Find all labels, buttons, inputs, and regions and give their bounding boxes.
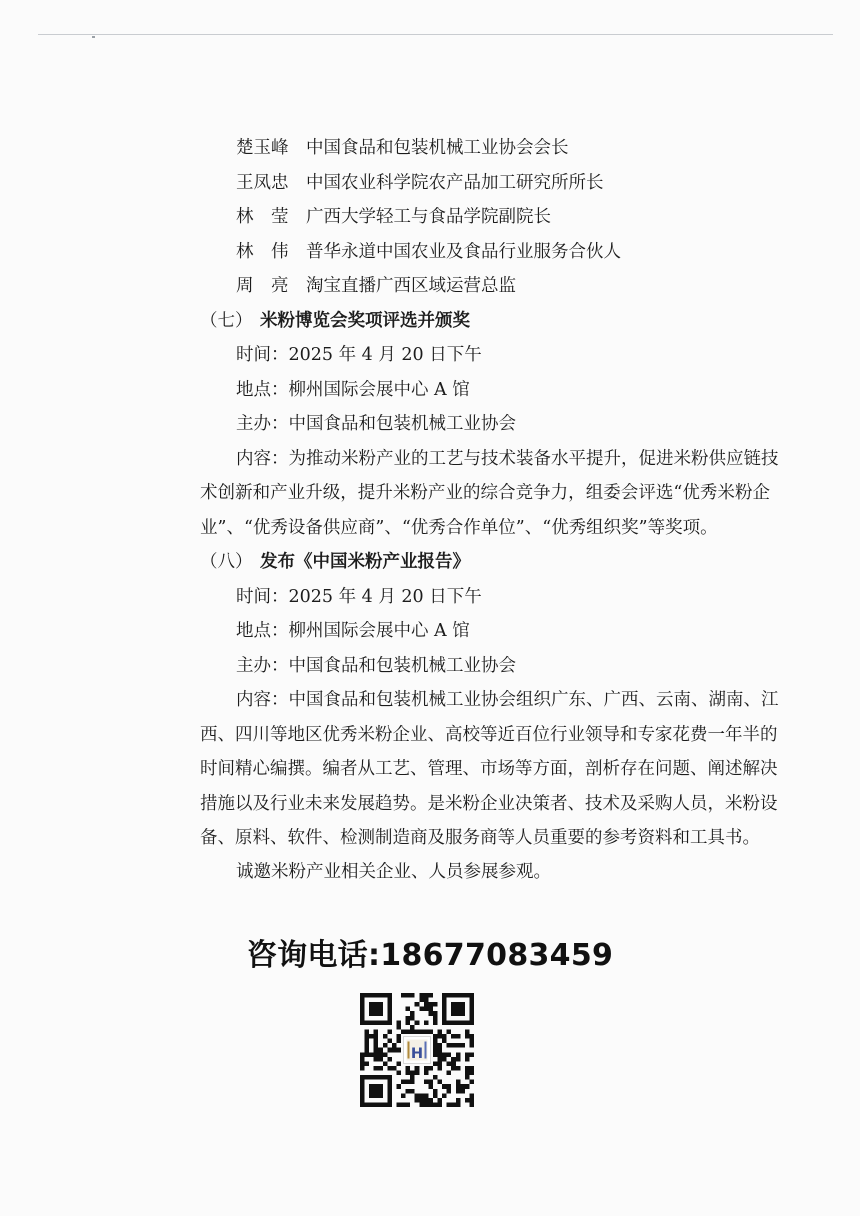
qr-module bbox=[401, 993, 406, 998]
section7-place: 地点：柳州国际会展中心 A 馆 bbox=[236, 380, 470, 400]
qr-module bbox=[433, 1048, 438, 1053]
qr-module bbox=[392, 1048, 397, 1053]
qr-module bbox=[406, 1080, 411, 1085]
section8-time: 时间：2025 年 4 月 20 日下午 bbox=[236, 587, 482, 607]
qr-module bbox=[383, 1061, 388, 1066]
qr-module bbox=[424, 1102, 429, 1107]
qr-module bbox=[419, 1102, 424, 1107]
qr-module bbox=[428, 1084, 433, 1089]
qr-module bbox=[433, 1043, 438, 1048]
contact-phone-line bbox=[0, 930, 860, 974]
qr-module bbox=[419, 1093, 424, 1098]
section7-time: 时间：2025 年 4 月 20 日下午 bbox=[236, 345, 482, 365]
qr-module bbox=[428, 1011, 433, 1016]
qr-module bbox=[406, 1102, 411, 1107]
qr-module bbox=[433, 1020, 438, 1025]
section8-content-line: 备、原料、软件、检测制造商及服务商等人员重要的参考资料和工具书。 bbox=[200, 828, 760, 848]
qr-module bbox=[451, 1066, 456, 1071]
qr-module bbox=[419, 1007, 424, 1012]
qr-module bbox=[456, 1102, 461, 1107]
qr-module bbox=[378, 1057, 383, 1062]
qr-module bbox=[383, 1034, 388, 1039]
person-row bbox=[236, 206, 551, 228]
qr-module bbox=[365, 1034, 370, 1039]
qr-logo-letter: H bbox=[410, 1044, 424, 1062]
qr-module bbox=[396, 1084, 401, 1089]
qr-module bbox=[469, 1066, 474, 1071]
qr-module bbox=[378, 1052, 383, 1057]
qr-module bbox=[406, 1016, 411, 1021]
qr-module bbox=[465, 1066, 470, 1071]
qr-module bbox=[401, 1029, 406, 1034]
qr-module bbox=[456, 1098, 461, 1103]
person-row bbox=[236, 241, 621, 263]
qr-module bbox=[387, 1039, 392, 1044]
qr-module bbox=[442, 1057, 447, 1062]
qr-module bbox=[433, 1039, 438, 1044]
qr-module bbox=[396, 1020, 401, 1025]
qr-module bbox=[465, 1075, 470, 1080]
qr-module bbox=[374, 1043, 379, 1048]
qr-module bbox=[406, 1089, 411, 1094]
qr-module bbox=[387, 1048, 392, 1053]
qr-module bbox=[424, 1071, 429, 1076]
qr-module bbox=[447, 1089, 452, 1094]
qr-module bbox=[428, 993, 433, 998]
person-row bbox=[236, 137, 569, 159]
qr-module bbox=[433, 1061, 438, 1066]
qr-logo-icon bbox=[403, 1036, 430, 1063]
qr-module bbox=[456, 1084, 461, 1089]
person-title: 普华永道中国农业及食品行业服务合伙人 bbox=[306, 242, 621, 262]
qr-module bbox=[433, 1034, 438, 1039]
contact-label: 咨询电话: bbox=[246, 938, 381, 973]
section-heading-8 bbox=[200, 551, 470, 573]
section-title: 发布《中国米粉产业报告》 bbox=[260, 552, 470, 572]
qr-module bbox=[438, 1052, 443, 1057]
qr-module bbox=[438, 1057, 443, 1062]
qr-module bbox=[428, 1102, 433, 1107]
qr-module bbox=[410, 1075, 415, 1080]
person-row bbox=[236, 172, 604, 194]
qr-module bbox=[369, 1052, 374, 1057]
qr-module bbox=[424, 1029, 429, 1034]
qr-module bbox=[410, 1080, 415, 1085]
qr-module bbox=[360, 1066, 365, 1071]
qr-module bbox=[424, 998, 429, 1003]
qr-module bbox=[438, 1048, 443, 1053]
qr-module bbox=[433, 1052, 438, 1057]
section-number: （八） bbox=[200, 552, 253, 572]
qr-module bbox=[374, 1048, 379, 1053]
contact-phone: 18677083459 bbox=[380, 938, 614, 973]
qr-module bbox=[415, 1002, 420, 1007]
qr-module bbox=[401, 1102, 406, 1107]
qr-module bbox=[428, 1080, 433, 1085]
qr-module bbox=[460, 1043, 465, 1048]
qr-module bbox=[424, 1080, 429, 1085]
qr-module bbox=[424, 1007, 429, 1012]
section-number: （七） bbox=[200, 311, 253, 331]
qr-module bbox=[424, 1098, 429, 1103]
qr-module bbox=[469, 1034, 474, 1039]
qr-module bbox=[365, 1048, 370, 1053]
invitation-text: 诚邀米粉产业相关企业、人员参展参观。 bbox=[236, 862, 551, 882]
qr-module bbox=[460, 1089, 465, 1094]
qr-module bbox=[406, 1071, 411, 1076]
qr-module bbox=[465, 1057, 470, 1062]
qr-module bbox=[365, 1039, 370, 1044]
qr-module bbox=[433, 1075, 438, 1080]
section8-content-line: 内容：中国食品和包装机械工业协会组织广东、广西、云南、湖南、江 bbox=[236, 690, 779, 710]
qr-module bbox=[456, 1043, 461, 1048]
qr-module bbox=[374, 1066, 379, 1071]
qr-module bbox=[410, 1071, 415, 1076]
qr-module bbox=[424, 1002, 429, 1007]
qr-module bbox=[442, 1039, 447, 1044]
qr-module bbox=[365, 1052, 370, 1057]
qr-module bbox=[378, 1066, 383, 1071]
qr-module bbox=[378, 1048, 383, 1053]
qr-module bbox=[465, 1098, 470, 1103]
qr-module bbox=[438, 1080, 443, 1085]
qr-module bbox=[396, 1102, 401, 1107]
qr-module bbox=[387, 1057, 392, 1062]
qr-module bbox=[438, 1029, 443, 1034]
qr-module bbox=[415, 1098, 420, 1103]
qr-module bbox=[424, 1066, 429, 1071]
qr-module bbox=[374, 1039, 379, 1044]
qr-module bbox=[451, 1034, 456, 1039]
qr-module bbox=[396, 1025, 401, 1030]
qr-module bbox=[469, 1039, 474, 1044]
section7-content-line: 业”、“优秀设备供应商”、“优秀合作单位”、“优秀组织奖”等奖项。 bbox=[200, 518, 718, 538]
qr-module bbox=[442, 1052, 447, 1057]
person-name: 楚玉峰 bbox=[236, 138, 289, 158]
qr-module bbox=[433, 1002, 438, 1007]
qr-module bbox=[447, 1052, 452, 1057]
section8-host: 主办：中国食品和包装机械工业协会 bbox=[236, 656, 516, 676]
qr-module bbox=[396, 1034, 401, 1039]
qr-module bbox=[415, 1066, 420, 1071]
qr-module bbox=[465, 1071, 470, 1076]
qr-module bbox=[456, 1052, 461, 1057]
qr-module bbox=[451, 1061, 456, 1066]
qr-module bbox=[406, 1029, 411, 1034]
section7-content-line: 术创新和产业升级，提升米粉产业的综合竞争力，组委会评选“优秀米粉企 bbox=[200, 483, 770, 503]
qr-module bbox=[456, 1066, 461, 1071]
qr-module bbox=[374, 1029, 379, 1034]
section8-content-line: 措施以及行业未来发展趋势。是米粉企业决策者、技术及采购人员，米粉设 bbox=[200, 794, 778, 814]
qr-module bbox=[419, 1098, 424, 1103]
qr-module bbox=[433, 1011, 438, 1016]
qr-module bbox=[438, 1102, 443, 1107]
qr-module bbox=[447, 1071, 452, 1076]
qr-module bbox=[428, 1007, 433, 1012]
qr-module bbox=[456, 1034, 461, 1039]
person-name: 王凤忠 bbox=[236, 173, 289, 193]
qr-module bbox=[456, 1057, 461, 1062]
qr-module bbox=[456, 1089, 461, 1094]
qr-module bbox=[401, 1093, 406, 1098]
person-title: 淘宝直播广西区域运营总监 bbox=[306, 276, 516, 296]
qr-module bbox=[465, 1084, 470, 1089]
qr-module bbox=[369, 1034, 374, 1039]
qr-module bbox=[438, 1061, 443, 1066]
qr-module bbox=[415, 1093, 420, 1098]
qr-module bbox=[456, 1080, 461, 1085]
qr-module bbox=[360, 1061, 365, 1066]
qr-module bbox=[433, 1089, 438, 1094]
qr-module bbox=[465, 1034, 470, 1039]
qr-module bbox=[365, 1029, 370, 1034]
qr-module bbox=[410, 993, 415, 998]
person-row bbox=[236, 275, 516, 297]
qr-module bbox=[396, 1048, 401, 1053]
qr-module bbox=[469, 1098, 474, 1103]
qr-module bbox=[374, 1057, 379, 1062]
qr-module bbox=[428, 1029, 433, 1034]
qr-module bbox=[419, 1029, 424, 1034]
qr-module bbox=[442, 1034, 447, 1039]
qr-module bbox=[410, 1016, 415, 1021]
person-name: 林 莹 bbox=[236, 207, 289, 227]
qr-module bbox=[360, 1057, 365, 1062]
person-name: 周 亮 bbox=[236, 276, 289, 296]
qr-module bbox=[469, 1102, 474, 1107]
qr-module bbox=[451, 1102, 456, 1107]
qr-module bbox=[392, 1043, 397, 1048]
qr-module bbox=[442, 1093, 447, 1098]
qr-module bbox=[365, 1043, 370, 1048]
qr-module bbox=[460, 1084, 465, 1089]
qr-code bbox=[358, 993, 476, 1107]
qr-module bbox=[406, 1007, 411, 1012]
qr-module bbox=[451, 1057, 456, 1062]
qr-module bbox=[438, 1098, 443, 1103]
qr-module bbox=[428, 1002, 433, 1007]
qr-module bbox=[410, 1025, 415, 1030]
section-heading-7 bbox=[200, 310, 470, 332]
qr-module bbox=[415, 1071, 420, 1076]
qr-module bbox=[396, 1061, 401, 1066]
qr-module bbox=[406, 1066, 411, 1071]
qr-module bbox=[447, 1084, 452, 1089]
qr-module bbox=[374, 1034, 379, 1039]
qr-module bbox=[383, 1052, 388, 1057]
qr-module bbox=[406, 1020, 411, 1025]
qr-module bbox=[433, 1016, 438, 1021]
qr-module bbox=[424, 1020, 429, 1025]
qr-module bbox=[438, 1066, 443, 1071]
qr-module bbox=[383, 1043, 388, 1048]
qr-module bbox=[406, 993, 411, 998]
section8-content-line: 时间精心编撰。编者从工艺、管理、市场等方面，剖析存在问题、阐述解决 bbox=[200, 759, 778, 779]
section7-content-line: 内容：为推动米粉产业的工艺与技术装备水平提升，促进米粉供应链技 bbox=[236, 449, 779, 469]
qr-module bbox=[465, 1052, 470, 1057]
qr-module bbox=[447, 1029, 452, 1034]
qr-module bbox=[424, 1093, 429, 1098]
qr-module bbox=[419, 993, 424, 998]
qr-module bbox=[433, 1102, 438, 1107]
qr-module bbox=[451, 1043, 456, 1048]
qr-module bbox=[469, 1071, 474, 1076]
qr-module bbox=[410, 1011, 415, 1016]
qr-module bbox=[360, 1052, 365, 1057]
person-name: 林 伟 bbox=[236, 242, 289, 262]
qr-module bbox=[469, 1080, 474, 1085]
person-title: 中国食品和包装机械工业协会会长 bbox=[306, 138, 569, 158]
qr-module bbox=[447, 1043, 452, 1048]
qr-module bbox=[419, 998, 424, 1003]
qr-module bbox=[387, 1066, 392, 1071]
qr-module bbox=[396, 1039, 401, 1044]
qr-module bbox=[428, 1066, 433, 1071]
qr-module bbox=[447, 1061, 452, 1066]
qr-module bbox=[428, 1098, 433, 1103]
qr-module bbox=[433, 1093, 438, 1098]
qr-module bbox=[447, 1102, 452, 1107]
qr-module bbox=[438, 1043, 443, 1048]
qr-module bbox=[469, 1052, 474, 1057]
qr-module bbox=[442, 1084, 447, 1089]
person-title: 广西大学轻工与食品学院副院长 bbox=[306, 207, 551, 227]
section8-content-line: 西、四川等地区优秀米粉企业、高校等近百位行业领导和专家花费一年半的 bbox=[200, 725, 778, 745]
qr-module bbox=[410, 1089, 415, 1094]
qr-module bbox=[401, 1080, 406, 1085]
person-title: 中国农业科学院农产品加工研究所所长 bbox=[306, 173, 604, 193]
qr-module bbox=[415, 1029, 420, 1034]
qr-module bbox=[365, 1061, 370, 1066]
qr-module bbox=[374, 1052, 379, 1057]
qr-module bbox=[469, 1093, 474, 1098]
qr-module bbox=[424, 993, 429, 998]
qr-module bbox=[410, 1029, 415, 1034]
qr-module bbox=[469, 1043, 474, 1048]
qr-module bbox=[438, 1034, 443, 1039]
qr-module bbox=[465, 1029, 470, 1034]
qr-module bbox=[392, 1066, 397, 1071]
qr-module bbox=[387, 1029, 392, 1034]
section7-host: 主办：中国食品和包装机械工业协会 bbox=[236, 414, 516, 434]
qr-module bbox=[415, 1020, 420, 1025]
section8-place: 地点：柳州国际会展中心 A 馆 bbox=[236, 621, 470, 641]
section-title: 米粉博览会奖项评选并颁奖 bbox=[260, 311, 470, 331]
qr-module bbox=[396, 1071, 401, 1076]
